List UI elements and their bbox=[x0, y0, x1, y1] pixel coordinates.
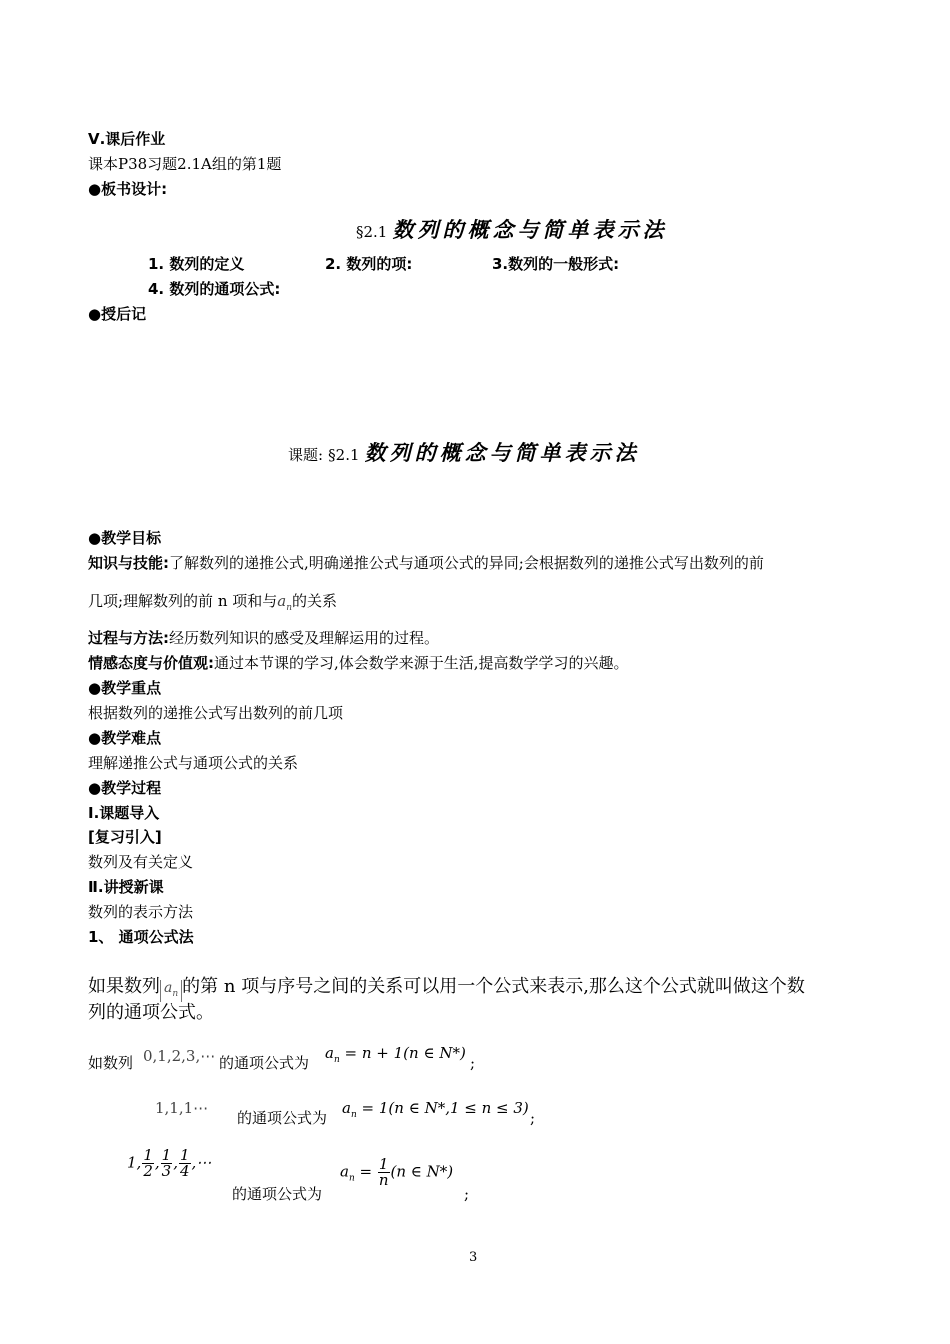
example-1-formula-text: = n + 1(n ∈ N*) bbox=[344, 1044, 466, 1062]
section-1: Ⅰ.课题导入 bbox=[88, 804, 160, 822]
example-1-mid: 的通项公式为 bbox=[219, 1054, 310, 1072]
knowledge-line bbox=[88, 552, 764, 573]
example-3-end: ; bbox=[464, 1185, 470, 1203]
definition-line-2: 列的通项公式。 bbox=[88, 1002, 214, 1023]
goals-heading: ●教学目标 bbox=[88, 529, 162, 547]
knowledge-text-2b: 的关系 bbox=[292, 592, 338, 610]
example-3-formula-text: (n ∈ N*) bbox=[390, 1162, 454, 1181]
lesson-title bbox=[288, 437, 640, 467]
board-heading: ●板书设计: bbox=[88, 180, 168, 198]
process-text: 经历数列知识的感受及理解运用的过程。 bbox=[169, 629, 440, 647]
knowledge-text: 了解数列的递推公式,明确递推公式与通项公式的异同;会根据数列的递推公式写出数列的前 bbox=[169, 554, 764, 572]
process-label: 过程与方法: bbox=[88, 629, 169, 647]
knowledge-line-2 bbox=[88, 590, 337, 613]
example-2-end: ; bbox=[530, 1109, 536, 1127]
lesson-title-label: 课题: bbox=[288, 446, 324, 464]
review-heading: [复习引入] bbox=[88, 828, 162, 846]
fraction-1-3: $\frac{1}{3}$ bbox=[161, 1146, 172, 1180]
example-2-formula: $a_n = 1(n$ ∈ N*,1 ≤ n ≤ 3) bbox=[342, 1099, 529, 1120]
example-1-label: 如数列 bbox=[88, 1054, 134, 1072]
method-1: 1、 通项公式法 bbox=[88, 928, 194, 946]
an-symbol: $a_n$ bbox=[277, 592, 293, 613]
difficulty-text: 理解递推公式与通项公式的关系 bbox=[88, 754, 299, 772]
review-text: 数列及有关定义 bbox=[88, 853, 194, 871]
board-item-4: 4. 数列的通项公式: bbox=[148, 280, 281, 298]
fraction-1-2: $\frac{1}{2}$ bbox=[143, 1146, 153, 1180]
board-title-prefix: §2.1 bbox=[356, 223, 388, 241]
board-title bbox=[356, 214, 667, 244]
key-text: 根据数列的递推公式写出数列的前几项 bbox=[88, 704, 344, 722]
example-1-end: ; bbox=[470, 1054, 476, 1072]
after-class-heading: ●授后记 bbox=[88, 305, 147, 323]
emotion-label: 情感态度与价值观: bbox=[88, 654, 214, 672]
example-3-formula: $a_n$ = $\frac{1}{n}$ (n ∈ N*) bbox=[340, 1155, 454, 1189]
process-heading: ●教学过程 bbox=[88, 779, 162, 797]
example-3-mid: 的通项公式为 bbox=[232, 1185, 323, 1203]
definition-part-b: 的第 n 项与序号之间的关系可以用一个公式来表示,那么这个公式就叫做这个数 bbox=[182, 976, 805, 997]
example-2-formula-text: = 1(n ∈ N*,1 ≤ n ≤ 3) bbox=[361, 1099, 529, 1117]
example-2-mid: 的通项公式为 bbox=[237, 1109, 328, 1127]
homework-text: 课本P38习题2.1A组的第1题 bbox=[88, 155, 282, 173]
definition-part-a: 如果数列 bbox=[88, 976, 160, 997]
example-2-sequence: 1,1,1⋯ bbox=[155, 1099, 209, 1117]
knowledge-label: 知识与技能: bbox=[88, 554, 169, 572]
board-title-main: 数列的概念与简单表示法 bbox=[392, 217, 668, 242]
difficulty-heading: ●教学难点 bbox=[88, 729, 162, 747]
example-3-sequence: 1, $\frac{1}{2}$ , $\frac{1}{3}$ , $\frac{1}{4}$ ,⋯ bbox=[127, 1146, 212, 1180]
fraction-1-n: $\frac{1}{n}$ bbox=[378, 1155, 389, 1189]
fraction-1-4: $\frac{1}{4}$ bbox=[179, 1146, 190, 1180]
section-2: Ⅱ.讲授新课 bbox=[88, 878, 164, 896]
board-item-3: 3.数列的一般形式: bbox=[492, 255, 620, 273]
board-item-1: 1. 数列的定义 bbox=[148, 255, 245, 273]
process-line bbox=[88, 627, 439, 648]
emotion-text: 通过本节课的学习,体会数学来源于生活,提高数学学习的兴趣。 bbox=[214, 654, 629, 672]
sequence-symbol: $a_n$ bbox=[160, 980, 182, 1002]
lesson-title-prefix: §2.1 bbox=[328, 446, 360, 464]
lesson-title-main: 数列的概念与简单表示法 bbox=[364, 440, 640, 465]
example-1-sequence: 0,1,2,3,⋯ bbox=[143, 1047, 216, 1065]
example-1-formula: $a_n = n + 1(n$ ∈ N*) bbox=[325, 1044, 466, 1065]
representation-text: 数列的表示方法 bbox=[88, 903, 194, 921]
board-item-2: 2. 数列的项: bbox=[325, 255, 413, 273]
key-heading: ●教学重点 bbox=[88, 679, 162, 697]
knowledge-text-2a: 几项;理解数列的前 n 项和与 bbox=[88, 592, 278, 610]
emotion-line bbox=[88, 652, 629, 673]
homework-heading: Ⅴ.课后作业 bbox=[88, 130, 166, 148]
page-number: 3 bbox=[469, 1250, 478, 1265]
